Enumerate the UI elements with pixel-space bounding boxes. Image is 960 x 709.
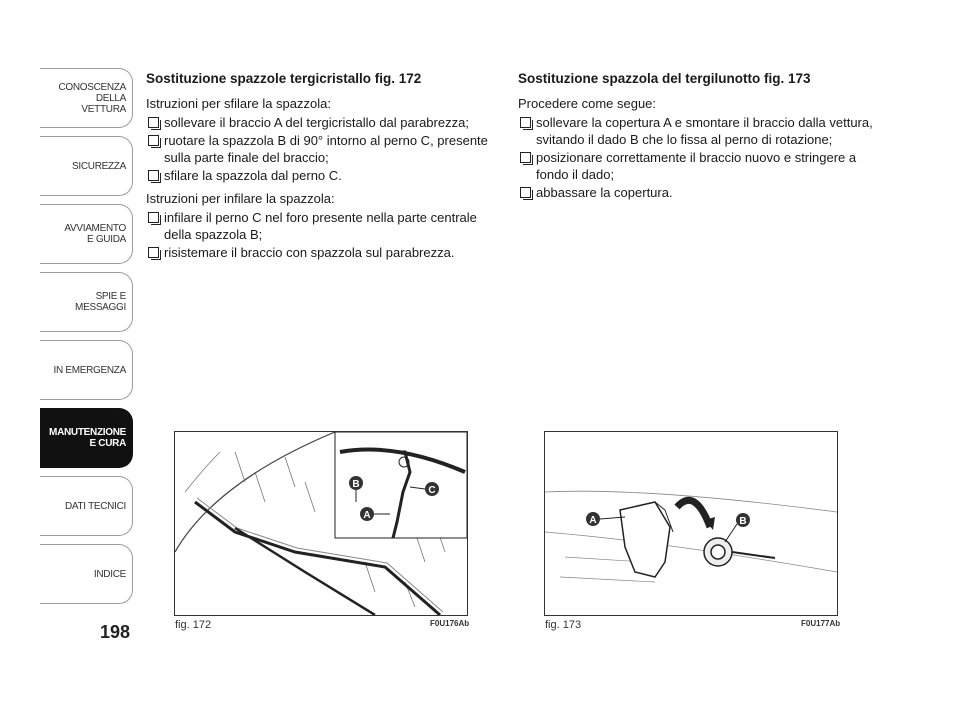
figure-172-caption: fig. 172 xyxy=(175,619,212,631)
list-item xyxy=(146,209,506,243)
rear-wiper-illustration xyxy=(545,432,837,615)
tab-manutenzione-cura[interactable] xyxy=(40,408,133,468)
tab-label: DATI TECNICI xyxy=(64,500,126,512)
tab-label: INDICE xyxy=(93,568,126,580)
checkbox-bullet-icon xyxy=(520,117,531,128)
right-column xyxy=(518,70,878,207)
list-remove xyxy=(146,114,506,184)
intro-remove: Istruzioni per sfilare la spazzola: xyxy=(146,96,331,111)
tab-label: SICUREZZA xyxy=(72,160,126,172)
list-item-text: risistemare il braccio con spazzola sul parabrezza. xyxy=(164,245,455,260)
list-item-text: sollevare il braccio A del tergicristallo dal parabrezza; xyxy=(164,115,469,130)
list-item xyxy=(146,114,506,131)
checkbox-bullet-icon xyxy=(148,117,159,128)
tab-indice[interactable] xyxy=(40,544,133,604)
checkbox-bullet-icon xyxy=(520,152,531,163)
figure-173-code: F0U177Ab xyxy=(801,619,841,628)
tab-conoscenza-vettura[interactable] xyxy=(40,68,133,128)
list-item xyxy=(518,149,878,183)
list-item-text: posizionare correttamente il braccio nuovo e stringere a fondo il dado; xyxy=(536,150,857,182)
list-item-text: sfilare la spazzola dal perno C. xyxy=(164,168,342,183)
tab-label: AVVIAMENTO E GUIDA xyxy=(64,223,126,245)
list-item-text: infilare il perno C nel foro presente nella parte centrale della spazzola B; xyxy=(164,210,477,242)
figure-172 xyxy=(174,431,468,616)
tab-avviamento-guida[interactable] xyxy=(40,204,133,264)
tab-spie-messaggi[interactable] xyxy=(40,272,133,332)
figure-172-code: F0U176Ab xyxy=(430,619,470,628)
left-column xyxy=(146,70,506,267)
list-item xyxy=(518,184,878,201)
section-title-rear-wiper: Sostituzione spazzola del tergilunotto fig. 173 xyxy=(518,71,811,86)
tab-in-emergenza[interactable] xyxy=(40,340,133,400)
list-item-text: abbassare la copertura. xyxy=(536,185,673,200)
tab-label: SPIE E MESSAGGI xyxy=(75,291,126,313)
checkbox-bullet-icon xyxy=(520,187,531,198)
list-item xyxy=(518,114,878,148)
checkbox-bullet-icon xyxy=(148,170,159,181)
label-b: B xyxy=(352,479,360,490)
tab-sicurezza[interactable] xyxy=(40,136,133,196)
list-item-text: ruotare la spazzola B di 90° intorno al perno C, presente sulla parte finale del braccio; xyxy=(164,133,488,165)
tab-label: CONOSCENZA DELLA VETTURA xyxy=(58,81,126,115)
intro-insert: Istruzioni per infilare la spazzola: xyxy=(146,191,335,206)
list-procedure xyxy=(518,114,878,201)
label-a: A xyxy=(589,515,597,526)
label-a: A xyxy=(363,510,371,521)
figure-173-caption: fig. 173 xyxy=(545,619,582,631)
tab-label: MANUTENZIONE E CURA xyxy=(49,427,126,449)
label-b: B xyxy=(739,516,747,527)
windshield-wiper-illustration xyxy=(175,432,467,615)
checkbox-bullet-icon xyxy=(148,247,159,258)
tab-label: IN EMERGENZA xyxy=(53,364,126,376)
list-item-text: sollevare la copertura A e smontare il braccio dalla vettura, svitando il dado B che lo fissa al perno di rotazione; xyxy=(536,115,873,147)
list-item xyxy=(146,244,506,261)
checkbox-bullet-icon xyxy=(148,135,159,146)
section-title-wiper: Sostituzione spazzole tergicristallo fig. 172 xyxy=(146,71,422,86)
chapter-tabs xyxy=(40,68,133,612)
figure-173 xyxy=(544,431,838,616)
list-item xyxy=(146,132,506,166)
tab-dati-tecnici[interactable] xyxy=(40,476,133,536)
checkbox-bullet-icon xyxy=(148,212,159,223)
list-item xyxy=(146,167,506,184)
page-number: 198 xyxy=(100,622,131,642)
label-c: C xyxy=(428,485,436,496)
intro-procedure: Procedere come segue: xyxy=(518,96,657,111)
list-insert xyxy=(146,209,506,261)
